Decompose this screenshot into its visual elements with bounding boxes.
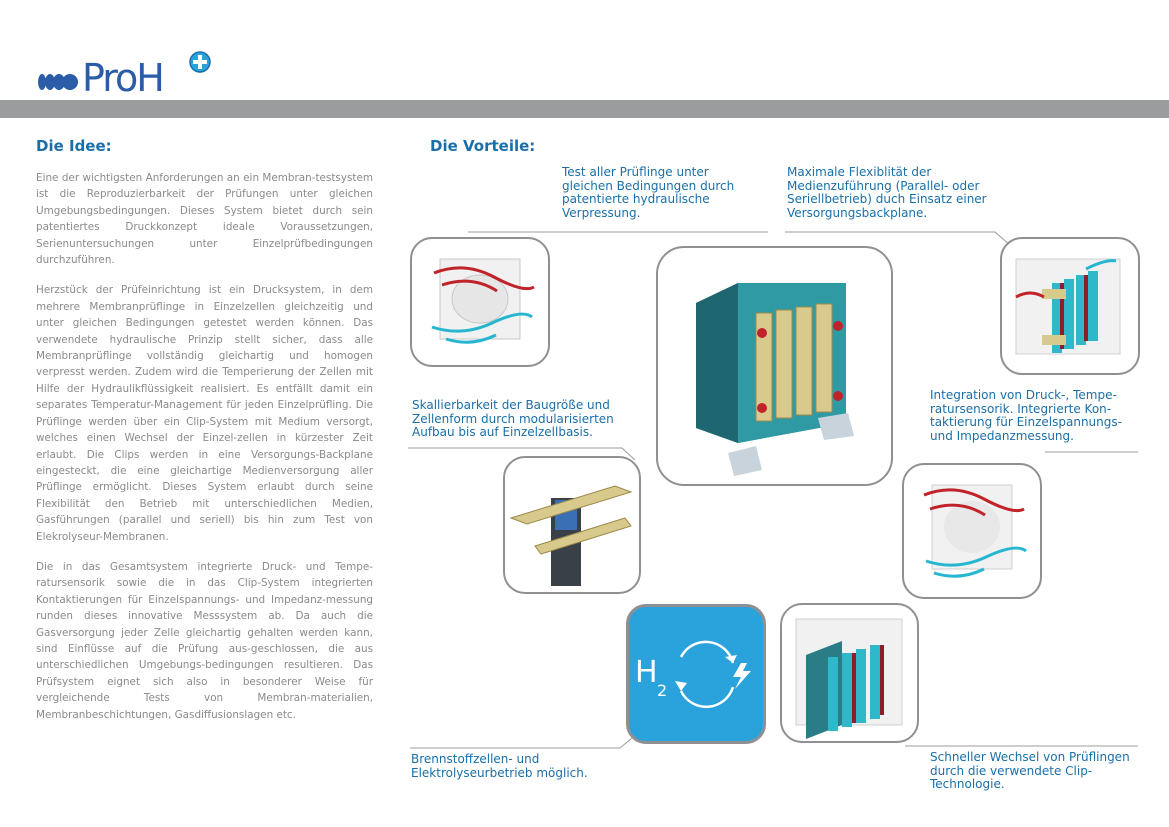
test-stack-illustration: [656, 246, 893, 486]
clip-assembly-illustration: [410, 237, 550, 367]
caption-clip-exchange: Schneller Wechsel von Prüflingen durch die verwendete Clip-Technologie.: [930, 750, 1130, 791]
idee-paragraph-2: Herzstück der Prüfeinrichtung ist ein Drucksystem, in dem mehrere Membranprüflinge in Einzelzellen gleichzeitig und unter gleichen Bedingungen getestet werden können. Das verwendete hydraulische Prinzip stellt sicher, dass alle Membranprüflinge vollständig gleichartig und homogen verpresst werden. Zudem wird die Temperierung der Zellen mit Hilfe der Hydraulikflüssigkeit realisiert. Es entfällt damit ein separates Temperatur-Management für jeden Einzelprüfling. Die Prüflinge werden über ein Clip-System mit Medium versorgt, welches einen Wechsel der Einzel-zellen in kürzester Zeit erlaubt. Die Clips werden in eine Versorgungs-Backplane eingesteckt, die eine gleichartige Medienversorgung aller Prüflinge ermöglicht. Dieses System erlaubt durch seine Flexibilität den Betrieb mit unterschiedlichen Medien, Gasführungen (parallel und seriell) bis hin zum Test von Elekrolyseur-Membranen.: [36, 284, 373, 543]
modular-cell-illustration: [503, 456, 641, 594]
idee-paragraph-3: Die in das Gesamtsystem integrierte Druck- und Tempe-ratursensorik sowie die in das Clip-System integrierten Kontaktierungen für Einzelspannungs- und Impedanz-messung runden dieses innovative Messsystem ab. Da auch die Gasversorgung jeder Zelle gleichartig gehalten werden kann, sind Einflüsse auf die Prüfung aus-geschlossen, die aus unterschiedlichen Umgebungs-bedingungen resultieren. Das Prüfsystem eignet sich also in besonderer Weise für vergleichende Tests von Membran-materialien, Membranbeschichtungen, Gasdiffusionslagen etc.: [36, 560, 373, 721]
caption-operation-modes: Brennstoffzellen- und Elektrolyseurbetrieb möglich.: [411, 752, 588, 780]
h2-subscript: 2: [657, 681, 668, 700]
caption-integration: Integration von Druck-, Tempe-ratursensorik. Integrierte Kon-taktierung für Einzelspannungs-und Impedanzmessung.: [930, 388, 1122, 443]
sensor-clip-illustration: [902, 463, 1042, 599]
idee-paragraph-1: Eine der wichtigsten Anforderungen an ein Membran-testsystem ist die Reproduzierbarkeit der Prüfungen unter gleichen Umgebungsbedingungen. Dieses System bietet durch sein patentiertes Druckkonzept ideale Voraussetzungen, Serienuntersuchungen unter Einzelprüfbedingungen durchzuführen.: [36, 172, 373, 267]
caption-test: Test aller Prüflinge unter gleichen Bedingungen durch patentierte hydraulische Verpressung.: [562, 165, 735, 220]
backplane-illustration: [1000, 237, 1140, 375]
h2-symbol: H: [635, 655, 658, 690]
vorteile-heading: Die Vorteile:: [430, 137, 536, 155]
h2-cycle-tile: [626, 604, 766, 744]
caption-flexibility: Maximale Flexiblität der Medienzuführung (Parallel- oder Seriellbetrieb) duch Einsatz einer Versorgungsbackplane.: [787, 165, 987, 220]
caption-scalability: Skallierbarkeit der Baugröße und Zellenform durch modularisierten Aufbau bis auf Einzelzellbasis.: [412, 398, 614, 439]
idee-heading: Die Idee:: [36, 137, 112, 155]
logo-text: ProH: [82, 56, 163, 100]
clip-exchange-illustration: [780, 603, 919, 743]
